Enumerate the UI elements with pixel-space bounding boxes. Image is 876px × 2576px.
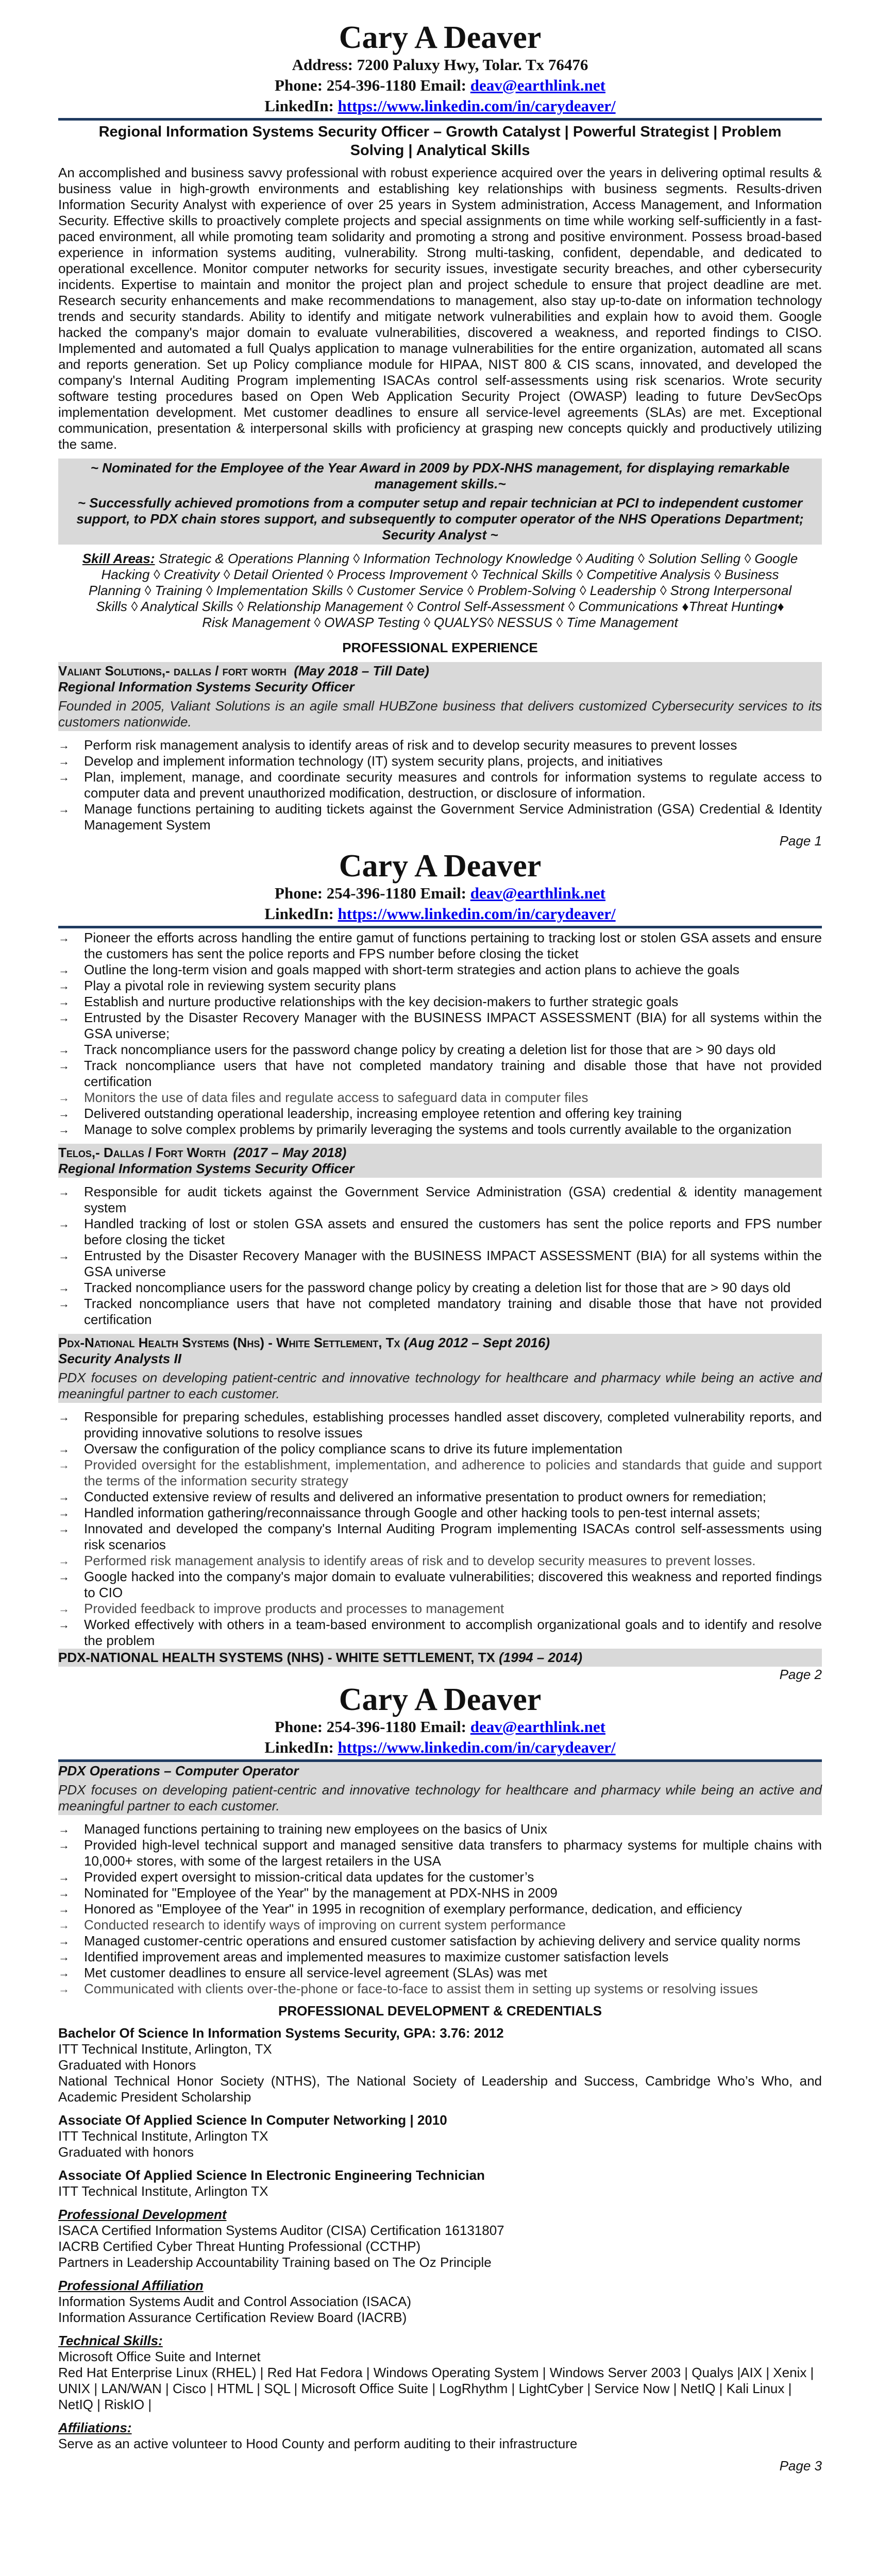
bullet-text: Outline the long-term vision and goals mapped with short-term strategies and action plans to achieve the goals [84, 962, 739, 977]
linkedin-link[interactable]: https://www.linkedin.com/in/carydeaver/ [338, 1738, 616, 1756]
page-number: Page 3 [779, 2458, 822, 2473]
bullet-text: Communicated with clients over-the-phone or face-to-face to assist them in setting up systems or resolving issues [84, 1981, 758, 1996]
email-link[interactable]: deav@earthlink.net [470, 1718, 605, 1736]
email-link[interactable]: deav@earthlink.net [470, 76, 605, 94]
bullet-item [58, 1505, 822, 1521]
bullet-text: Responsible for preparing schedules, establishing processes handled asset discovery, completed vulnerability reports, and providing innovative solutions to resolve issues [84, 1409, 822, 1440]
bullet-item [58, 1296, 822, 1328]
header-divider [58, 926, 822, 928]
bullet-text: Manage functions pertaining to auditing tickets against the Government Service Administration (GSA) Credential & Identity Management System [84, 801, 822, 833]
bullet-text: Google hacked into the company's major domain to evaluate vulnerabilities; discovered this weakness and reported findings to CIO [84, 1569, 822, 1600]
arrow-bullet-icon: → [58, 1043, 70, 1056]
bullet-text: Tracked noncompliance users for the password change policy by creating a deletion list for those that are > 90 days old [84, 1280, 791, 1295]
bullet-text: Innovated and developed the company's Internal Auditing Program implementing ISACAs control self-assessments using risk scenarios [84, 1521, 822, 1552]
job-dates: (Aug 2012 – Sept 2016) [403, 1335, 550, 1350]
technical-skills-list: Red Hat Enterprise Linux (RHEL) | Red Hat Fedora | Windows Operating System | Windows Server 2003 | Qualys |AIX | Xenix | UNIX | LAN/WAN | Cisco | HTML | SQL | Microsoft Office Suite | LogRhythm | LightCyber | Service Now | NetIQ | Kali Linux | NetIQ | RiskIO | [58, 2365, 814, 2412]
bullet-text: Met customer deadlines to ensure all service-level agreement (SLAs) was met [84, 1965, 547, 1980]
bullet-text: Worked effectively with others in a team-based environment to accomplish organizational goals and to identify and resolve the problem [84, 1617, 822, 1648]
bullet-text: Track noncompliance users for the password change policy by creating a deletion list for those that are > 90 days old [84, 1042, 776, 1057]
arrow-bullet-icon: → [58, 1185, 70, 1198]
arrow-bullet-icon: → [58, 1982, 70, 1995]
honors: Graduated with honors [58, 2144, 194, 2160]
linkedin-line [58, 1737, 822, 1758]
bullet-item [58, 1441, 822, 1457]
arrow-bullet-icon: → [58, 1823, 70, 1836]
job-title: Security Analysts II [58, 1351, 181, 1366]
arrow-bullet-icon: → [58, 931, 70, 944]
contact-block [58, 883, 822, 924]
arrow-bullet-icon: → [58, 1490, 70, 1503]
bullet-text: Tracked noncompliance users that have not completed mandatory training and disable those that have not provided certification [84, 1296, 822, 1327]
job-header-valiant [58, 662, 822, 731]
bullet-item [58, 930, 822, 962]
headline: Regional Information Systems Security Officer – Growth Catalyst | Powerful Strategist | Problem Solving | Analytical Skills [98, 124, 782, 159]
address: Address: 7200 Paluxy Hwy, Tolar. Tx 76476 [292, 56, 588, 74]
bullets-pdx-ops [58, 1821, 822, 1997]
arrow-bullet-icon: → [58, 739, 70, 752]
bullet-item [58, 1981, 822, 1997]
bullet-text: Provided expert oversight to mission-critical data updates for the customer’s [84, 1869, 534, 1885]
bullet-item [58, 737, 822, 753]
school: ITT Technical Institute, Arlington TX [58, 2128, 268, 2144]
certification-item: ISACA Certified Information Systems Auditor (CISA) Certification 16131807 [58, 2223, 504, 2238]
linkedin-label: LinkedIn: [264, 905, 338, 923]
arrow-bullet-icon: → [58, 1570, 70, 1583]
job-header-pdx-long [58, 1649, 822, 1667]
linkedin-label: LinkedIn: [264, 1738, 338, 1756]
bullet-text: Play a pivotal role in reviewing system security plans [84, 978, 396, 993]
contact-block [58, 1717, 822, 1758]
email-link[interactable]: deav@earthlink.net [470, 884, 605, 902]
bullet-item [58, 1489, 822, 1505]
subsection-title-technical-skills: Technical Skills: [58, 2333, 163, 2348]
arrow-bullet-icon: → [58, 1297, 70, 1310]
bullet-item [58, 1553, 822, 1569]
phone-label: Phone: 254-396-1180 Email: [275, 1718, 470, 1736]
bullet-text: Pioneer the efforts across handling the entire gamut of functions pertaining to tracking lost or stolen GSA assets and ensure the customers has sent the police reports and FPS number before closing the ticket [84, 930, 822, 961]
arrow-bullet-icon: → [58, 1217, 70, 1230]
bullet-item [58, 1965, 822, 1981]
arrow-bullet-icon: → [58, 1839, 70, 1852]
bullet-text: Provided oversight for the establishment, implementation, and adherence to policies and standards that guide and support the terms of the information security strategy [84, 1457, 822, 1488]
linkedin-link[interactable]: https://www.linkedin.com/in/carydeaver/ [338, 97, 616, 115]
summary-paragraph: An accomplished and business savvy professional with robust experience acquired over the years in delivering optimal results & business value in high-growth environments and establishing key relationships with business segments. Results-driven Information Security Analyst with experience of over 25 years in System administration, Access Management, and Information Security. Effective skills to proactively complete projects and special assignments on time while working self-sufficiently in a fast-paced environment, all while promoting team solidarity and promoting a strong and positive environment. Possess broad-based experience in information systems auditing, vulnerability. Strong multi-tasking, confident, dependable, and dedicated to operational excellence. Monitor computer networks for security issues, investigate security breaches, and other cybersecurity incidents. Expertise to maintain and monitor the project plan and project schedule to ensure that project deadline are met. Research security enhancements and make recommendations to management, also stay up-to-date on information technology trends and security standards. Ability to identify and mitigate network vulnerabilities and explain how to avoid them. Google hacked the company's major domain to evaluate vulnerabilities, discovered a weakness, and reported findings to CISO. Implemented and automated a full Qualys application to manage vulnerabilities for the entire organization, automated all scans and reports generation. Set up Policy compliance module for HIPAA, NIST 800 & CIS scans, innovated, and developed the company's Internal Auditing Program implementing ISACAs control self-assessments using risk scenarios. Wrote security software testing procedures based on Open Web Application Security Project (OWASP) leading to future DevSecOps implementation development. Met customer deadlines to ensure all service-level agreements (SLAs) are met. Exceptional communication, presentation & interpersonal skills with proficiency at grasping new concepts quickly and productively utilizing the same. [58, 165, 822, 452]
arrow-bullet-icon: → [58, 1459, 70, 1471]
phone-email-line [58, 883, 822, 904]
arrow-bullet-icon: → [58, 1522, 70, 1535]
bullet-text: Entrusted by the Disaster Recovery Manager with the BUSINESS IMPACT ASSESSMENT (BIA) for all systems within the GSA universe; [84, 1010, 822, 1041]
arrow-bullet-icon: → [58, 803, 70, 816]
bullet-text: Monitors the use of data files and regulate access to safeguard data in computer files [84, 1090, 588, 1105]
degree-title: Bachelor Of Science In Information Systems Security, GPA: 3.76: 2012 [58, 2025, 504, 2041]
job-dates: (2017 – May 2018) [233, 1145, 347, 1160]
arrow-bullet-icon: → [58, 1411, 70, 1423]
bullet-item [58, 1821, 822, 1837]
section-title-credentials: PROFESSIONAL DEVELOPMENT & CREDENTIALS [278, 2003, 602, 2019]
contact-block [58, 55, 822, 116]
phone-label: Phone: 254-396-1180 Email: [275, 76, 470, 94]
skill-areas-label: Skill Areas: [82, 551, 155, 566]
bullet-text: Honored as "Employee of the Year" in 1995 in recognition of exemplary performance, dedication, and efficiency [84, 1901, 742, 1917]
arrow-bullet-icon: → [58, 1935, 70, 1947]
bullet-text: Oversaw the configuration of the policy compliance scans to drive its future implementation [84, 1441, 622, 1456]
technical-skills-line: Microsoft Office Suite and Internet [58, 2349, 261, 2364]
page-number: Page 1 [779, 833, 822, 849]
arrow-bullet-icon: → [58, 1903, 70, 1916]
candidate-name: Cary A Deaver [339, 1682, 542, 1717]
bullet-item [58, 753, 822, 769]
skill-areas-list: Strategic & Operations Planning ◊ Information Technology Knowledge ◊ Auditing ◊ Solution Selling ◊ Google Hacking ◊ Creativity ◊ Detail Oriented ◊ Process Improvement ◊ Technical Skills ◊ Competitive Analysis ◊ Business Planning ◊ Training ◊ Implementation Skills ◊ Customer Service ◊ Problem-Solving ◊ Leadership ◊ Strong Interpersonal Skills ◊ Analytical Skills ◊ Relationship Management ◊ Control Self-Assessment ◊ Communications ♦Threat Hunting♦ Risk Management ◊ OWASP Testing ◊ QUALYS◊ NESSUS ◊ Time Management [88, 551, 798, 630]
company-name: Valiant Solutions,- dallas / fort worth [58, 663, 287, 679]
bullet-text: Delivered outstanding operational leadership, increasing employee retention and offering key training [84, 1106, 682, 1121]
arrow-bullet-icon: → [58, 979, 70, 992]
bullet-text: Entrusted by the Disaster Recovery Manager with the BUSINESS IMPACT ASSESSMENT (BIA) for all systems within the GSA universe [84, 1248, 822, 1279]
bullet-text: Track noncompliance users that have not completed mandatory training and disable those that have not provided certification [84, 1058, 822, 1089]
bullet-text: Managed customer-centric operations and ensured customer satisfaction by achieving delivery and service quality norms [84, 1933, 801, 1948]
bullet-item [58, 1010, 822, 1042]
job-title: PDX Operations – Computer Operator [58, 1763, 299, 1778]
company-name: Telos,- Dallas / Fort Worth [58, 1145, 226, 1160]
candidate-name: Cary A Deaver [339, 20, 542, 55]
bullet-item [58, 1917, 822, 1933]
bullet-text: Handled tracking of lost or stolen GSA assets and ensured the customers has sent the police reports and FPS number before closing the ticket [84, 1216, 822, 1247]
societies: National Technical Honor Society (NTHS), The National Society of Leadership and Success, Cambridge Who’s Who, and Academic President Scholarship [58, 2073, 822, 2105]
bullet-item [58, 769, 822, 801]
bullet-text: Nominated for "Employee of the Year" by the management at PDX-NHS in 2009 [84, 1885, 558, 1901]
bullet-item [58, 1090, 822, 1106]
bullet-text: Handled information gathering/reconnaissance through Google and other hacking tools to pen-test internal assets; [84, 1505, 761, 1520]
certification-item: Partners in Leadership Accountability Training based on The Oz Principle [58, 2255, 492, 2270]
affiliations-text: Serve as an active volunteer to Hood County and perform auditing to their infrastructure [58, 2436, 578, 2451]
job-dates: (1994 – 2014) [499, 1650, 583, 1665]
bullet-item [58, 1885, 822, 1901]
bullet-text: Responsible for audit tickets against the Government Service Administration (GSA) credential & identity management system [84, 1184, 822, 1215]
bullet-item [58, 1837, 822, 1869]
bullet-item [58, 1106, 822, 1122]
award-item: ~ Nominated for the Employee of the Year Award in 2009 by PDX-NHS management, for displaying remarkable management skills.~ [90, 460, 790, 492]
bullet-item [58, 1216, 822, 1248]
arrow-bullet-icon: → [58, 1871, 70, 1884]
linkedin-link[interactable]: https://www.linkedin.com/in/carydeaver/ [338, 905, 616, 923]
company-description: PDX focuses on developing patient-centric and innovative technology for healthcare and pharmacy while being an active and meaningful partner to each customer. [58, 1782, 822, 1814]
bullet-item [58, 1122, 822, 1138]
page-number: Page 2 [779, 1667, 822, 1682]
bullet-text: Conducted research to identify ways of improving on current system performance [84, 1917, 566, 1933]
bullet-item [58, 1869, 822, 1885]
company-name: Pdx-National Health Systems (Nhs) - White Settlement, Tx [58, 1335, 400, 1350]
linkedin-line [58, 904, 822, 924]
linkedin-line [58, 96, 822, 116]
candidate-name: Cary A Deaver [339, 849, 542, 884]
bullet-item [58, 1409, 822, 1441]
degree-title: Associate Of Applied Science In Electronic Engineering Technician [58, 2167, 485, 2183]
job-title: Regional Information Systems Security Officer [58, 679, 355, 694]
bullet-item [58, 801, 822, 833]
bullet-text: Identified improvement areas and implemented measures to maximize customer satisfaction levels [84, 1949, 669, 1964]
bullet-text: Provided feedback to improve products and processes to management [84, 1601, 504, 1616]
arrow-bullet-icon: → [58, 1281, 70, 1294]
phone-email-line [58, 75, 822, 96]
bullets-valiant-p1 [58, 737, 822, 833]
arrow-bullet-icon: → [58, 1919, 70, 1931]
bullet-item [58, 1949, 822, 1965]
arrow-bullet-icon: → [58, 1443, 70, 1455]
bullet-text: Develop and implement information technology (IT) system security plans, projects, and initiatives [84, 753, 663, 769]
arrow-bullet-icon: → [58, 995, 70, 1008]
bullet-item [58, 1058, 822, 1090]
bullet-item [58, 1248, 822, 1280]
phone-label: Phone: 254-396-1180 Email: [275, 884, 470, 902]
arrow-bullet-icon: → [58, 1123, 70, 1136]
linkedin-label: LinkedIn: [264, 97, 338, 115]
company-description: PDX focuses on developing patient-centric and innovative technology for healthcare and pharmacy while being an active and meaningful partner to each customer. [58, 1370, 822, 1401]
arrow-bullet-icon: → [58, 1967, 70, 1979]
bullet-text: Performed risk management analysis to identify areas of risk and to develop security measures to prevent losses. [84, 1553, 756, 1568]
bullet-item [58, 1901, 822, 1917]
bullets-pdx [58, 1409, 822, 1649]
bullet-text: Manage to solve complex problems by primarily leveraging the systems and tools currently available to the organization [84, 1122, 791, 1137]
bullet-item [58, 1042, 822, 1058]
job-title: Regional Information Systems Security Officer [58, 1161, 355, 1176]
school: ITT Technical Institute, Arlington, TX [58, 2041, 272, 2057]
arrow-bullet-icon: → [58, 1011, 70, 1024]
header-divider [58, 118, 822, 121]
awards-box [58, 459, 822, 545]
arrow-bullet-icon: → [58, 1602, 70, 1615]
arrow-bullet-icon: → [58, 755, 70, 768]
job-header-pdx [58, 1334, 822, 1403]
company-name: PDX-NATIONAL HEALTH SYSTEMS (NHS) - WHITE SETTLEMENT, TX [58, 1650, 495, 1665]
bullet-text: Managed functions pertaining to training new employees on the basics of Unix [84, 1821, 547, 1837]
bullets-valiant-p2 [58, 930, 822, 1138]
subsection-title-affiliations: Affiliations: [58, 2420, 132, 2435]
job-header-pdx-ops [58, 1762, 822, 1815]
arrow-bullet-icon: → [58, 771, 70, 784]
bullet-text: Perform risk management analysis to identify areas of risk and to develop security measures to prevent losses [84, 737, 737, 753]
bullet-item [58, 1280, 822, 1296]
school: ITT Technical Institute, Arlington TX [58, 2183, 268, 2199]
bullet-item [58, 962, 822, 978]
phone-email-line [58, 1717, 822, 1737]
bullet-item [58, 1521, 822, 1553]
subsection-title-professional-affiliation: Professional Affiliation [58, 2278, 204, 2293]
award-item: ~ Successfully achieved promotions from a computer setup and repair technician at PCI to independent customer support, to PDX chain stores support, and subsequently to computer operator of the NHS Operations Department; Security Analyst ~ [76, 495, 804, 543]
credentials-block [58, 2025, 822, 2452]
degree-title: Associate Of Applied Science In Computer Networking | 2010 [58, 2112, 447, 2128]
bullet-item [58, 1184, 822, 1216]
arrow-bullet-icon: → [58, 1506, 70, 1519]
arrow-bullet-icon: → [58, 1554, 70, 1567]
section-title-experience: PROFESSIONAL EXPERIENCE [342, 640, 538, 655]
bullet-item [58, 1569, 822, 1601]
bullet-text: Conducted extensive review of results and delivered an informative presentation to product owners for remediation; [84, 1489, 766, 1504]
arrow-bullet-icon: → [58, 1091, 70, 1104]
bullet-text: Establish and nurture productive relationships with the key decision-makers to further strategic goals [84, 994, 679, 1009]
arrow-bullet-icon: → [58, 1249, 70, 1262]
arrow-bullet-icon: → [58, 1107, 70, 1120]
bullets-telos [58, 1184, 822, 1328]
arrow-bullet-icon: → [58, 1059, 70, 1072]
bullet-item [58, 994, 822, 1010]
bullet-item [58, 1601, 822, 1617]
affiliation-item: Information Assurance Certification Review Board (IACRB) [58, 2310, 407, 2325]
bullet-text: Provided high-level technical support and managed sensitive data transfers to pharmacy systems for multiple chains with 10,000+ stores, with some of the largest retailers in the USA [84, 1837, 822, 1869]
bullet-item [58, 1933, 822, 1949]
arrow-bullet-icon: → [58, 1951, 70, 1963]
bullet-item [58, 1617, 822, 1649]
skill-areas [58, 551, 822, 631]
arrow-bullet-icon: → [58, 1618, 70, 1631]
affiliation-item: Information Systems Audit and Control Association (ISACA) [58, 2294, 411, 2309]
bullet-text: Plan, implement, manage, and coordinate security measures and controls for information systems to regulate access to computer data and prevent unauthorized modification, destruction, or disclosure of information. [84, 769, 822, 801]
arrow-bullet-icon: → [58, 963, 70, 976]
subsection-title-professional-development: Professional Development [58, 2207, 227, 2222]
honors: Graduated with Honors [58, 2057, 196, 2073]
bullet-item [58, 1457, 822, 1489]
job-header-telos [58, 1144, 822, 1178]
company-description: Founded in 2005, Valiant Solutions is an agile small HUBZone business that delivers customized Cybersecurity services to its customers nationwide. [58, 698, 822, 730]
certification-item: IACRB Certified Cyber Threat Hunting Professional (CCTHP) [58, 2239, 421, 2254]
bullet-item [58, 978, 822, 994]
job-dates: (May 2018 – Till Date) [294, 663, 429, 679]
arrow-bullet-icon: → [58, 1887, 70, 1900]
